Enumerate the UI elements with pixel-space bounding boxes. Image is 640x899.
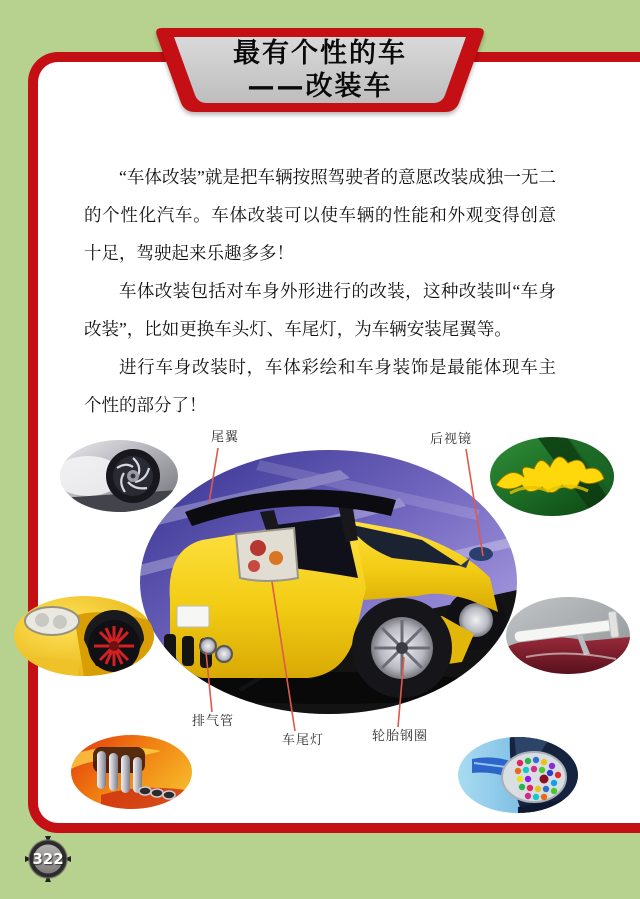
callout-label-spoiler: 尾翼 xyxy=(211,430,240,445)
photo-turbine-wheel-car xyxy=(60,440,178,512)
photo-jeweled-side-mirror xyxy=(458,737,578,813)
paragraph-1: “车体改装”就是把车辆按照驾驶者的意愿改装成独一无二的个性化汽车。车体改装可以使车辆的性能和外观变得创意十足，驾驶起来乐趣多多！ xyxy=(84,167,556,263)
photo-maroon-car-spoiler xyxy=(506,597,630,674)
page-number: 322 xyxy=(32,850,64,868)
photo-main-yellow-modified-car xyxy=(140,450,517,714)
photo-flame-exhaust-pipes xyxy=(71,735,192,809)
page-title-line1: 最有个性的车 xyxy=(233,38,407,69)
page-number-badge xyxy=(25,836,71,882)
title-banner xyxy=(150,25,490,120)
paragraph-2: 车体改装包括对车身外形进行的改装，这种改装叫“车身改装”，比如更换车头灯、车尾灯，为车辆安装尾翼等。 xyxy=(84,281,556,339)
callout-label-wheel-rim: 轮胎钢圈 xyxy=(372,729,429,744)
page-title-line2: ——改装车 xyxy=(247,71,393,102)
body-text xyxy=(84,158,556,424)
photo-green-flame-paint xyxy=(490,437,614,516)
callout-label-exhaust: 排气管 xyxy=(192,714,235,729)
callout-label-taillight: 车尾灯 xyxy=(282,733,325,748)
photo-yellow-car-front xyxy=(14,596,154,676)
callout-label-mirror: 后视镜 xyxy=(430,432,473,447)
paragraph-3: 进行车身改装时，车体彩绘和车身装饰是最能体现车主个性的部分了！ xyxy=(84,357,556,415)
